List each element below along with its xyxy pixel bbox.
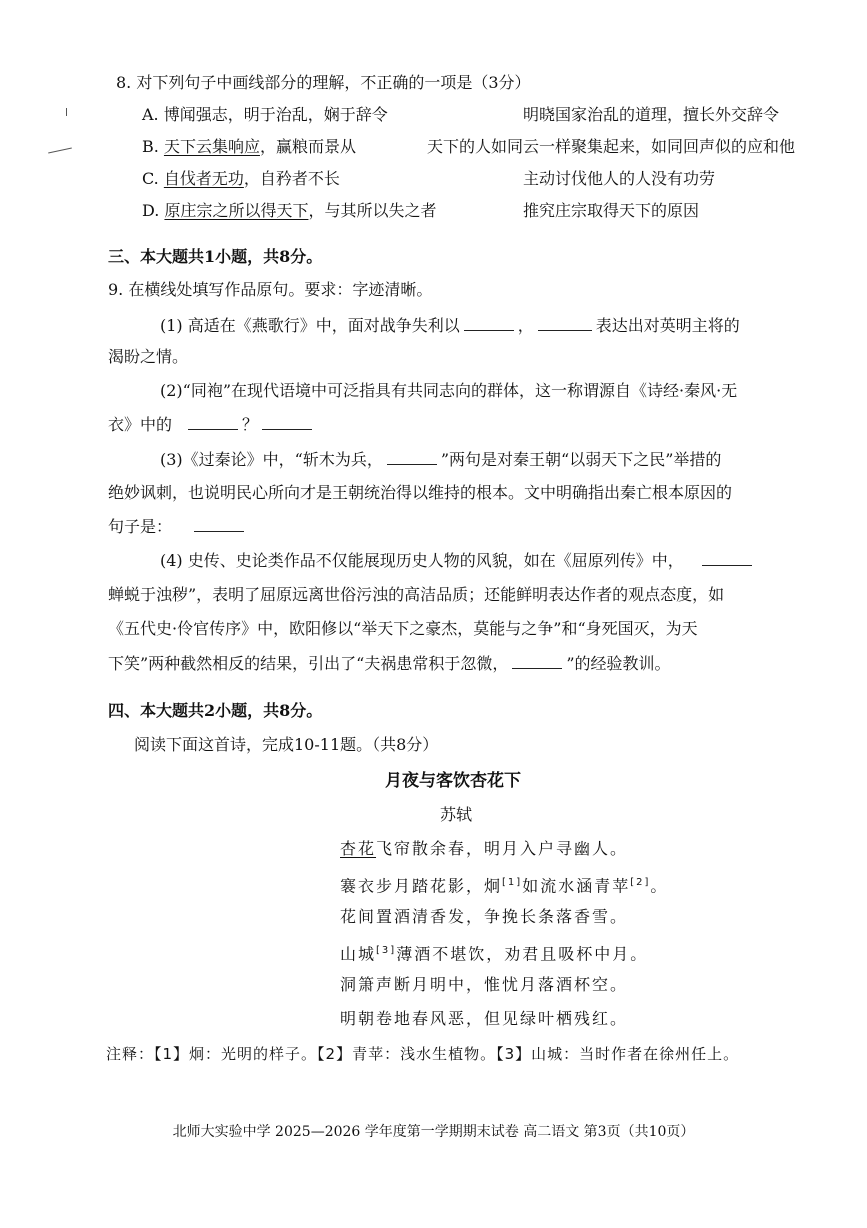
- poem-line-2: 褰衣步月踏花影，炯[1]如流水涵青苹[2]。: [340, 876, 669, 896]
- underlined-phrase: 原庄宗之所以得天下: [164, 201, 309, 220]
- answer-blank[interactable]: [262, 413, 312, 430]
- scan-mark: [66, 108, 67, 116]
- q8-option-b: [142, 136, 356, 158]
- q9-part1-line2: 渴盼之情。: [108, 347, 189, 366]
- q8-option-d: [142, 200, 436, 222]
- q9-part4-line1: (4) 史传、史论类作品不仅能展现历史人物的风貌，如在《屈原列传》中，: [160, 549, 756, 572]
- q8-option-c-meaning: 主动讨伐他人的人没有功劳: [523, 169, 716, 188]
- option-label: A.: [142, 105, 159, 124]
- q9-part3-line3: 句子是：: [108, 515, 248, 538]
- underlined-phrase: 杏花: [340, 839, 377, 858]
- q9-part4-line2: 蝉蜕于浊秽”，表明了屈原远离世俗污浊的高洁品质；还能鲜明表达作者的观点态度，如: [108, 585, 725, 604]
- underlined-phrase: 自伐者无功: [163, 169, 244, 188]
- q8-option-b-meaning: 天下的人如同云一样聚集起来，如同回声似的应和他: [427, 137, 796, 156]
- poem-line-6: 明朝卷地春风恶，但见绿叶栖残红。: [340, 1009, 629, 1028]
- poem-line-3: 花间置酒清香发，争挽长条落香雪。: [340, 907, 629, 926]
- answer-blank[interactable]: [464, 314, 514, 331]
- option-label: B.: [142, 137, 159, 156]
- underlined-phrase: 天下云集响应: [163, 137, 260, 156]
- option-sentence-rest: ，赢粮而景从: [259, 137, 356, 156]
- footnote-marker: [3]: [376, 945, 397, 956]
- option-sentence-rest: ，与其所以失之者: [308, 201, 437, 220]
- poem-line-5: 洞箫声断月明中，惟忧月落酒杯空。: [340, 975, 629, 994]
- poem-author: 苏轼: [440, 805, 473, 824]
- answer-blank[interactable]: [702, 549, 752, 566]
- q8-option-a-meaning: 明晓国家治乱的道理，擅长外交辞令: [523, 105, 780, 124]
- answer-blank[interactable]: [188, 413, 238, 430]
- q9-part4-line4: 下笑”两种截然相反的结果，引出了“夫祸患常积于忽微， ”的经验教训。: [108, 654, 671, 673]
- section4-heading: 四、本大题共2小题，共8分。: [108, 701, 323, 720]
- option-sentence-rest: ，自矜者不长: [243, 169, 340, 188]
- poem-line-4: 山城[3]薄酒不堪饮，劝君且吸杯中月。: [340, 944, 649, 964]
- q9-part4-line3: 《五代史·伶官传序》中，欧阳修以“举天下之豪杰，莫能与之争”和“身死国灭，为天: [108, 619, 698, 638]
- footnote-marker: [1]: [502, 877, 523, 888]
- q8-option-d-meaning: 推究庄宗取得天下的原因: [523, 201, 700, 220]
- answer-blank[interactable]: [512, 652, 562, 669]
- q9-part2-line1: (2)“同袍”在现代语境中可泛指具有共同志向的群体，这一称谓源自《诗经·秦风·无: [160, 381, 738, 400]
- section3-heading: 三、本大题共1小题，共8分。: [108, 247, 323, 266]
- option-sentence: 博闻强志，明于治乱，娴于辞令: [163, 105, 388, 124]
- answer-blank[interactable]: [194, 515, 244, 532]
- answer-blank[interactable]: [387, 448, 437, 465]
- option-label: C.: [142, 169, 159, 188]
- reading-intro: 阅读下面这首诗，完成10-11题。（共8分）: [134, 735, 439, 754]
- option-label: D.: [142, 201, 160, 220]
- page-footer: 北师大实验中学 2025—2026 学年度第一学期期末试卷 高二语文 第3页（共10页）: [172, 1124, 695, 1140]
- footnote-marker: [2]: [630, 877, 651, 888]
- poem-line-1: 杏花飞帘散余春，明月入户寻幽人。: [340, 839, 629, 858]
- q8-option-c: [142, 168, 340, 190]
- q8-stem: 8. 对下列句子中画线部分的理解，不正确的一项是（3分）: [116, 73, 531, 92]
- poem-notes: 注释：【1】炯：光明的样子。【2】青苹：浅水生植物。【3】山城：当时作者在徐州任上。: [106, 1045, 740, 1063]
- q8-option-a: [142, 104, 388, 126]
- q9-part3-line2: 绝妙讽刺，也说明民心所向才是王朝统治得以维持的根本。文中明确指出秦亡根本原因的: [108, 483, 733, 502]
- answer-blank[interactable]: [538, 314, 592, 331]
- q9-part3-line1: (3)《过秦论》中，“斩木为兵， ”两句是对秦王朝“以弱天下之民”举措的: [160, 450, 722, 469]
- scan-mark: [48, 148, 72, 154]
- q9-part1-line1: (1) 高适在《燕歌行》中，面对战争失利以 ， 表达出对英明主将的: [160, 316, 740, 335]
- q9-part2-line2: 衣》中的 ？: [108, 413, 316, 436]
- q9-stem: 9. 在横线处填写作品原句。要求：字迹清晰。: [108, 280, 433, 299]
- poem-title: 月夜与客饮杏花下: [385, 771, 521, 791]
